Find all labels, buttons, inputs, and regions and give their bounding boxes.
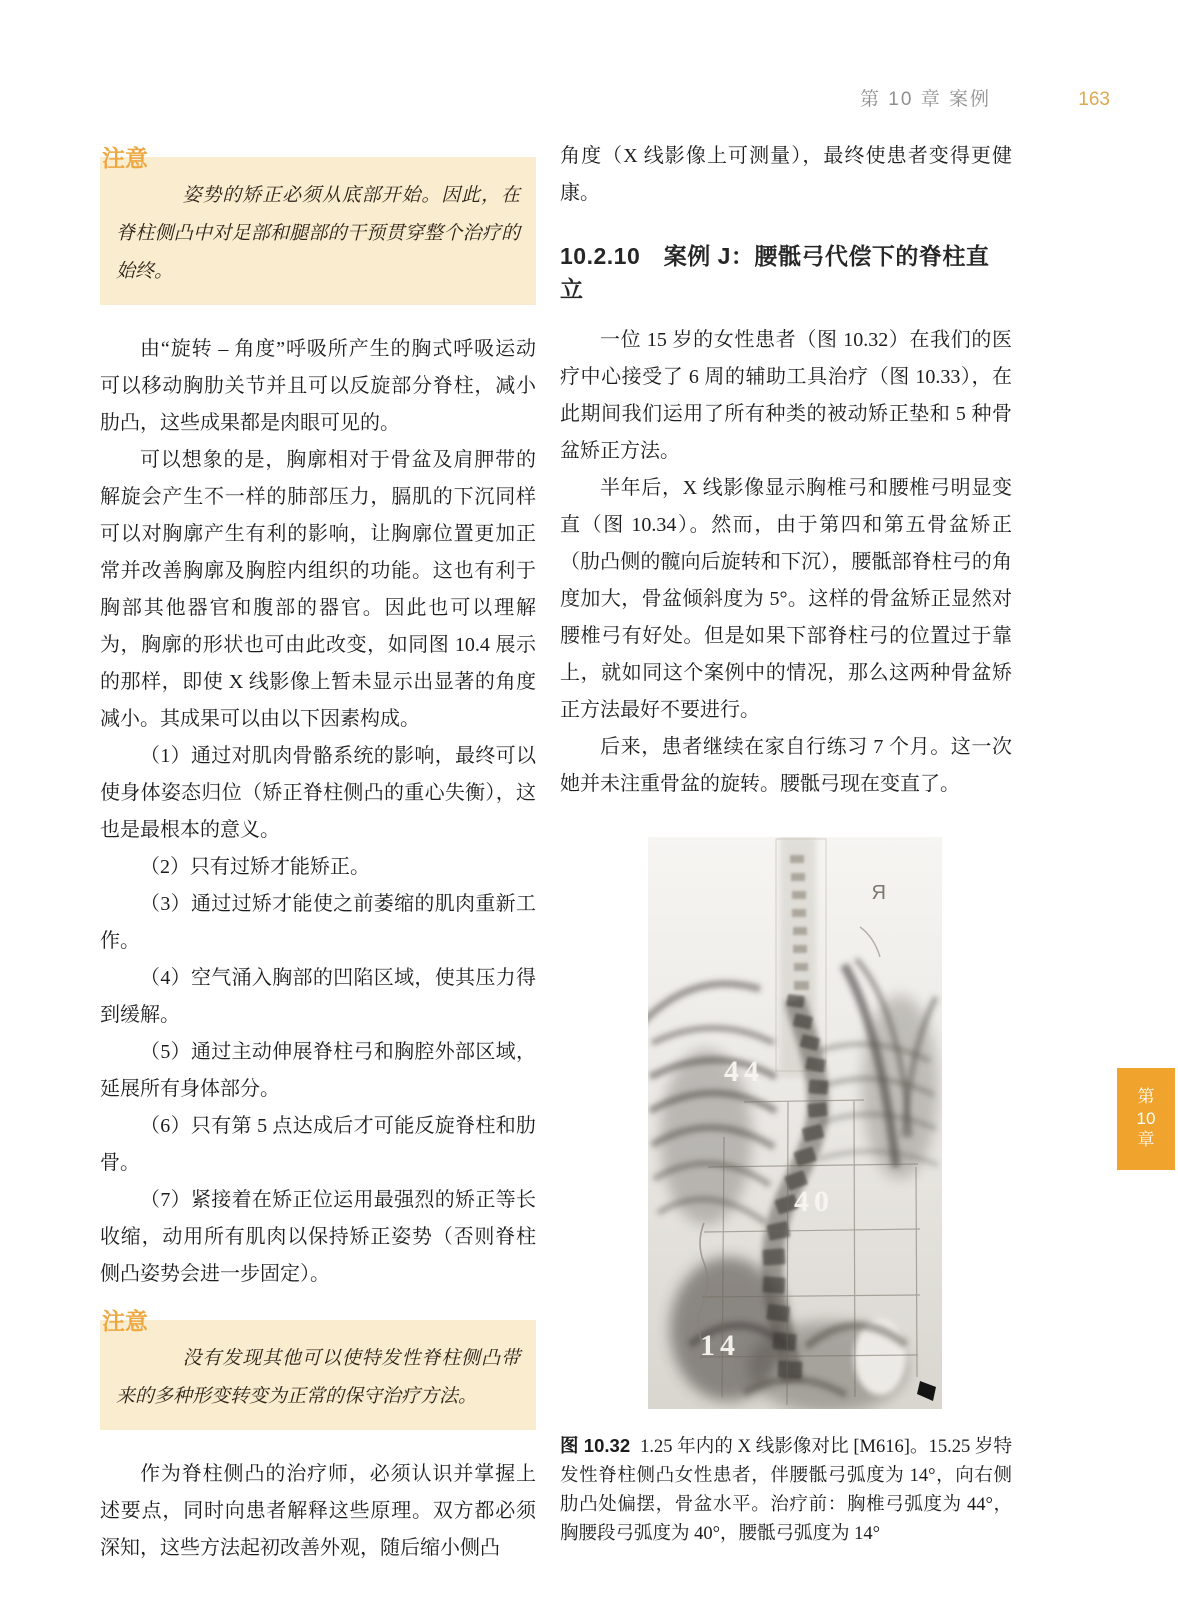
- note-text: 没有发现其他可以使特发性脊柱侧凸带来的多种形变转变为正常的保守治疗方法。: [100, 1320, 536, 1430]
- note-box-bottom: [100, 1309, 536, 1430]
- paragraph: 一位 15 岁的女性患者（图 10.32）在我们的医疗中心接受了 6 周的辅助工具治疗（图 10.33），在此期间我们运用了所有种类的被动矫正垫和 5 种骨盆矫正方法。: [560, 329, 1012, 462]
- figure-caption-text: 1.25 年内的 X 线影像对比 [M616]。15.25 岁特发性脊柱侧凸女性患者，伴腰骶弓弧度为 14°，向右侧肋凸处偏摆，骨盆水平。治疗前：胸椎弓弧度为 44°，胸腰段弓弧度为 40°，腰骶弓弧度为 14°: [560, 1437, 1012, 1544]
- paragraph: 作为脊柱侧凸的治疗师，必须认识并掌握上述要点，同时向患者解释这些原理。双方都必须深知，这些方法起初改善外观，随后缩小侧凸: [100, 1463, 536, 1559]
- list-item-4: （4）空气涌入胸部的凹陷区域，使其压力得到缓解。: [100, 967, 536, 1026]
- chapter-tab-line: 章: [1137, 1130, 1155, 1150]
- paragraph: 后来，患者继续在家自行练习 7 个月。这一次她并未注重骨盆的旋转。腰骶弓现在变直了。: [560, 736, 1012, 795]
- figure-10-32: [560, 837, 1012, 1549]
- list-item-7: （7）紧接着在矫正位运用最强烈的矫正等长收缩，动用所有肌肉以保持矫正姿势（否则脊柱侧凸姿势会进一步固定）。: [100, 1189, 536, 1285]
- paragraph: 可以想象的是，胸廓相对于骨盆及肩胛带的解旋会产生不一样的肺部压力，膈肌的下沉同样可以对胸廓产生有利的影响，让胸廓位置更加正常并改善胸廓及胸腔内组织的功能。这也有利于胸部其他器官和腹部的器官。因此也可以理解为，胸廓的形状也可由此改变，如同图 10.4 展示的那样，即使 X 线影像上暂未显示出显著的角度减小。其成果可以由以下因素构成。: [100, 449, 536, 730]
- page-number: 163: [1078, 89, 1110, 110]
- xray-image: [648, 837, 942, 1409]
- note-label: 注意: [102, 145, 148, 171]
- note-text: 姿势的矫正必须从底部开始。因此，在脊柱侧凸中对足部和腿部的干预贯穿整个治疗的始终。: [100, 157, 536, 305]
- figure-caption: [560, 1431, 1012, 1549]
- xray-angle-thoracolumbar: 40: [794, 1185, 834, 1218]
- note-label: 注意: [102, 1308, 148, 1334]
- xray-angle-thoracic: 44: [724, 1055, 764, 1088]
- chapter-tab-line: 10: [1136, 1108, 1156, 1128]
- figure-caption-label: 图 10.32: [560, 1435, 631, 1456]
- note-box-top: [100, 146, 536, 305]
- section-heading: 10.2.10 案例 J：腰骶弓代偿下的脊柱直立: [560, 243, 990, 302]
- xray-angle-lumbosacral: 14: [700, 1329, 740, 1362]
- chapter-tab-line: 第: [1137, 1086, 1155, 1106]
- chapter-tab: [1117, 1068, 1175, 1170]
- right-column: [560, 138, 1012, 1549]
- left-column: [100, 142, 536, 1567]
- paragraph: 由“旋转 – 角度”呼吸所产生的胸式呼吸运动可以移动胸肋关节并且可以反旋部分脊柱，减小肋凸，这些成果都是肉眼可见的。: [100, 338, 536, 434]
- page-header: [860, 84, 1110, 111]
- continued-paragraph: 角度（X 线影像上可测量），最终使患者变得更健康。: [560, 145, 1012, 204]
- paragraph: 半年后，X 线影像显示胸椎弓和腰椎弓明显变直（图 10.34）。然而，由于第四和第五骨盆矫正（肋凸侧的髋向后旋转和下沉），腰骶部脊柱弓的角度加大，骨盆倾斜度为 5°。这样的骨盆矫正显然对腰椎弓有好处。但是如果下部脊柱弓的位置过于靠上，就如同这个案例中的情况，那么这两种骨盆矫正方法最好不要进行。: [560, 477, 1012, 721]
- list-item-3: （3）通过过矫才能使之前萎缩的肌肉重新工作。: [100, 893, 536, 952]
- list-item-6: （6）只有第 5 点达成后才可能反旋脊柱和肋骨。: [100, 1115, 536, 1174]
- list-item-2: （2）只有过矫才能矫正。: [140, 856, 370, 878]
- list-item-5: （5）通过主动伸展脊柱弓和胸腔外部区域，延展所有身体部分。: [100, 1041, 536, 1100]
- list-item-1: （1）通过对肌肉骨骼系统的影响，最终可以使身体姿态归位（矫正脊柱侧凸的重心失衡），这也是最根本的意义。: [100, 745, 536, 841]
- xray-side-marker: R: [871, 882, 886, 904]
- running-head: 第 10 章 案例: [860, 89, 991, 110]
